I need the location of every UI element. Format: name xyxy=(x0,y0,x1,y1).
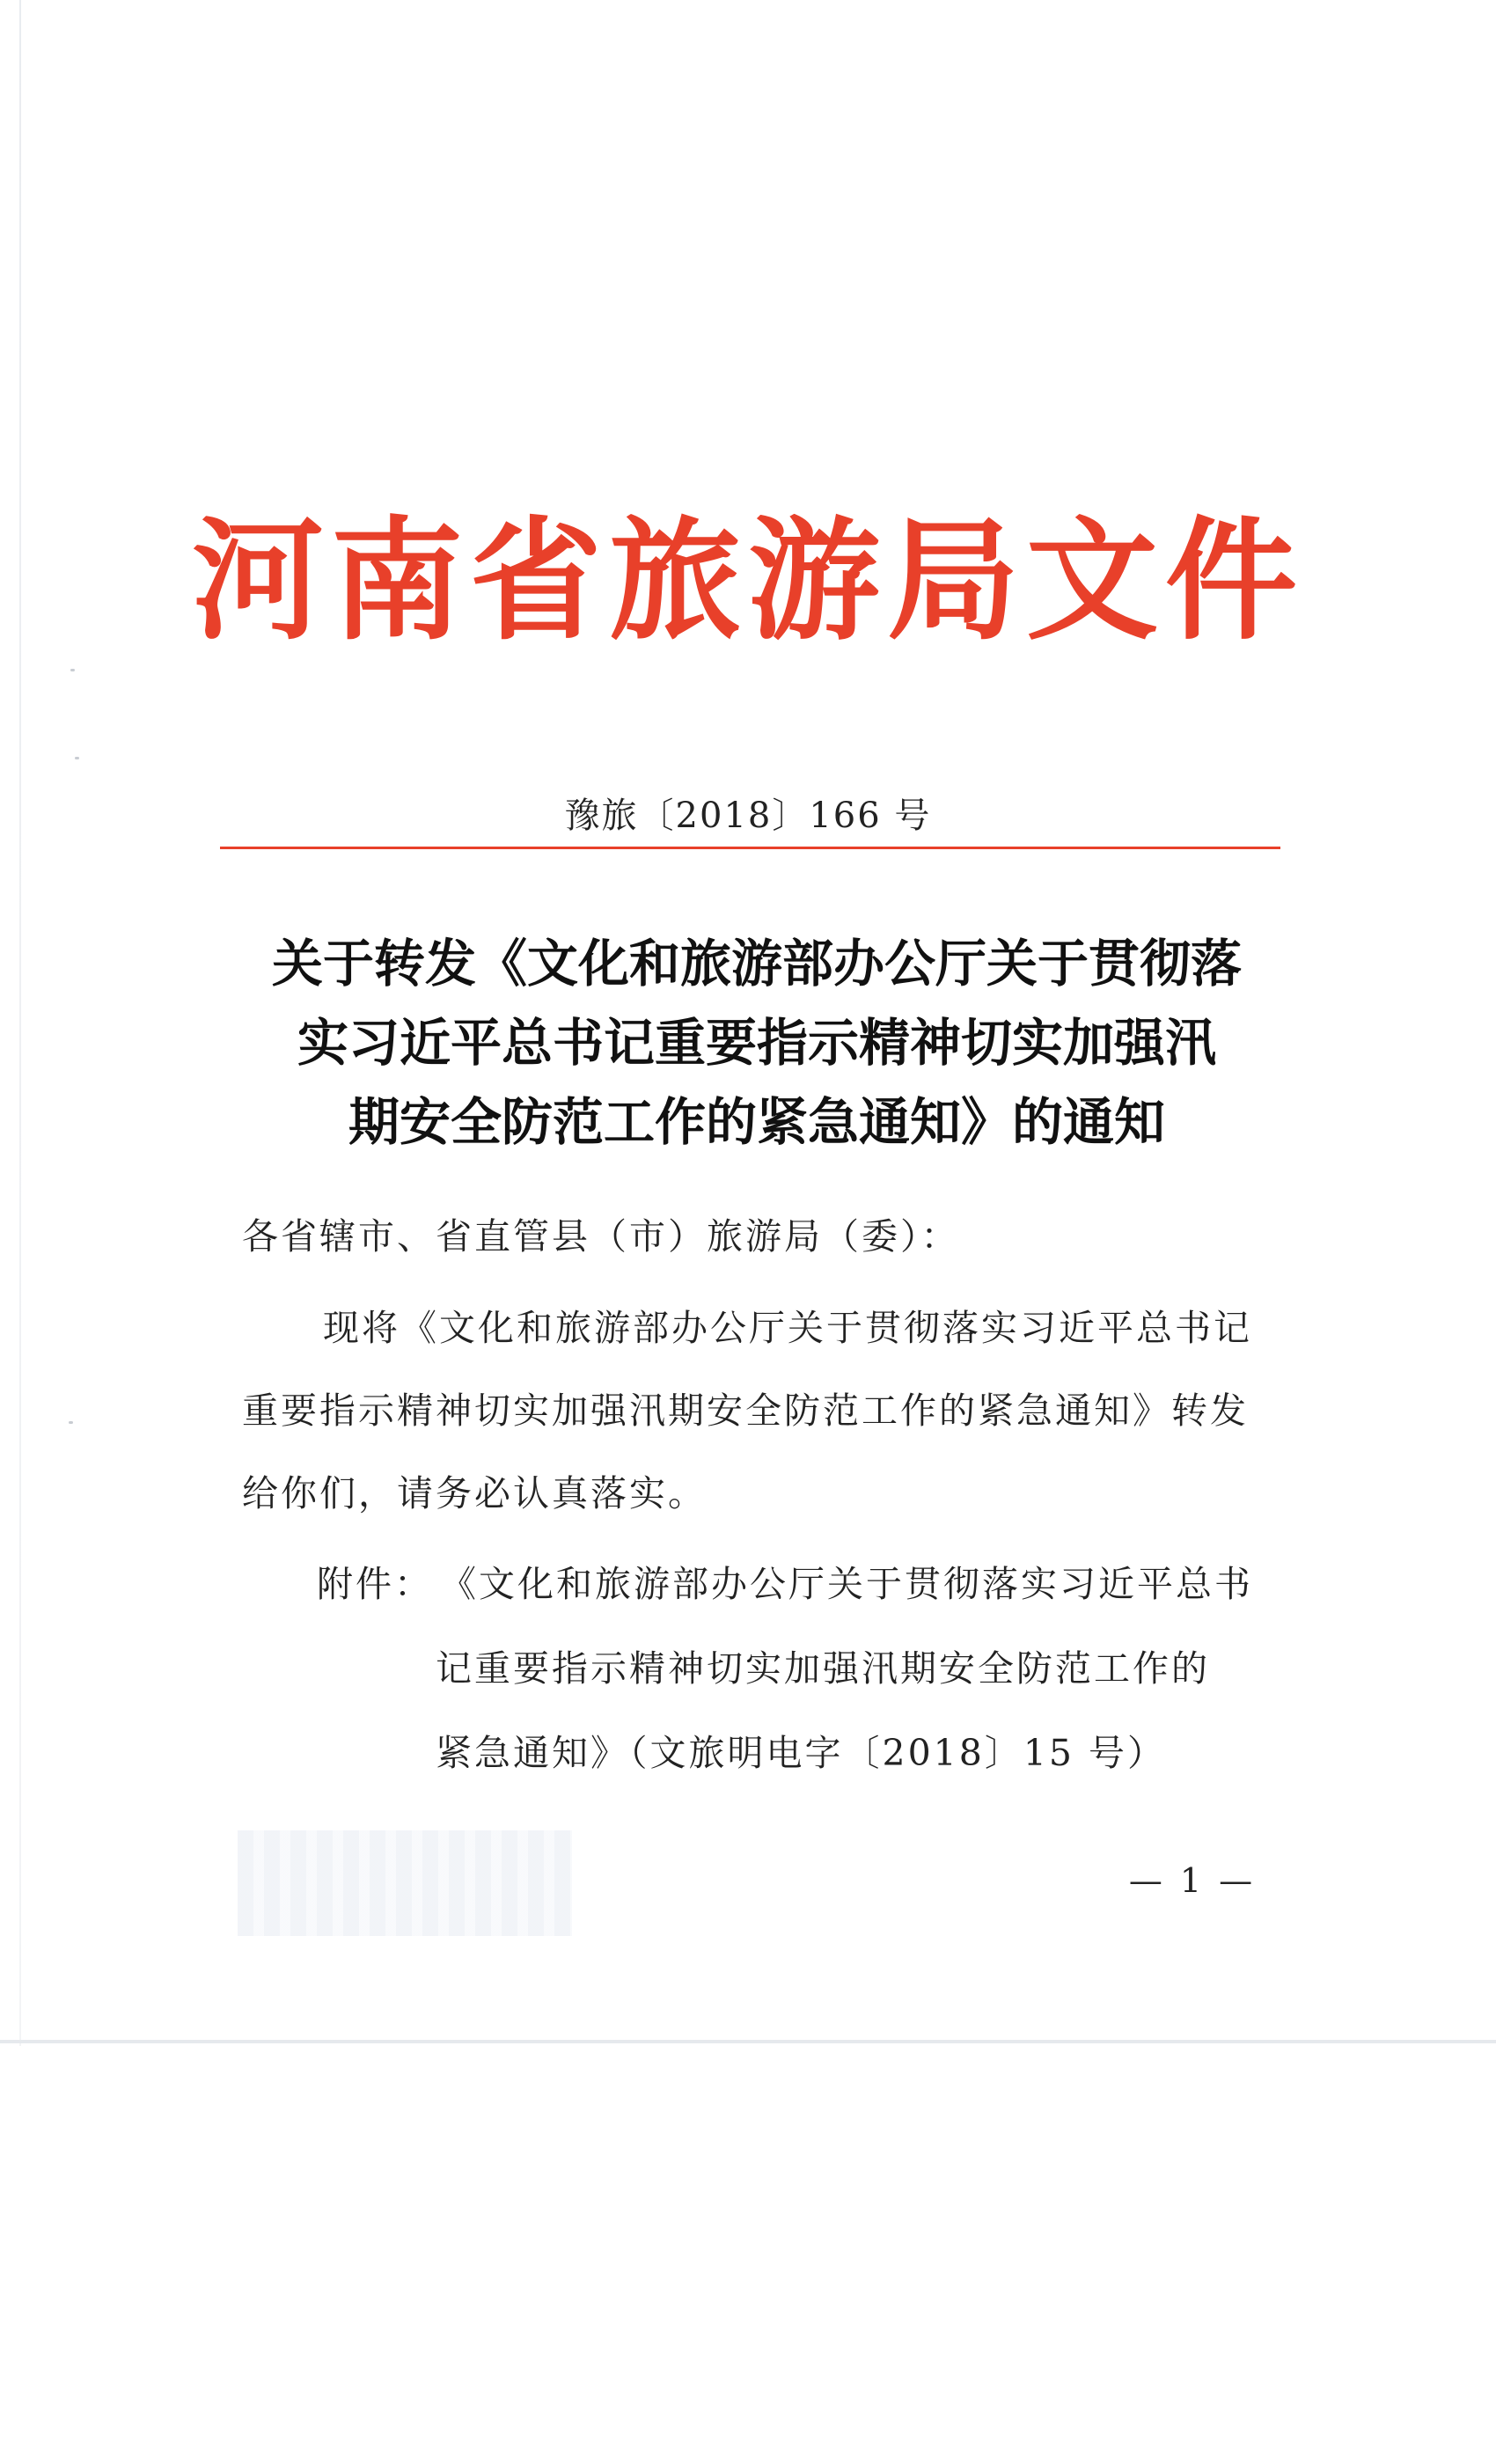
scan-speck xyxy=(70,669,75,671)
scan-edge-bottom xyxy=(0,2040,1496,2043)
masthead xyxy=(192,493,1305,669)
attachment-label: 附件： xyxy=(317,1563,433,1605)
page-number: — 1 — xyxy=(1128,1861,1257,1900)
body-line: 现将《文化和旅游部办公厅关于贯彻落实习近平总书记 xyxy=(323,1307,1252,1349)
body-line: 重要指示精神切实加强汛期安全防范工作的紧急通知》转发 xyxy=(242,1390,1249,1432)
attachment-line: 紧急通知》（文旅明电字〔2018〕15 号） xyxy=(436,1732,1167,1774)
scan-speck xyxy=(75,757,79,759)
attachment-line: 记重要指示精神切实加强汛期安全防范工作的 xyxy=(436,1647,1210,1690)
salutation: 各省辖市、省直管县（市）旅游局（委）： xyxy=(242,1215,960,1258)
masthead-title: 河南省旅游局文件 xyxy=(192,503,1305,658)
attachment-block xyxy=(317,1542,1267,1795)
body-line: 给你们，请务必认真落实。 xyxy=(242,1472,707,1514)
blurred-mark xyxy=(238,1830,572,1936)
title-line: 实习近平总书记重要指示精神切实加强汛 xyxy=(297,1013,1216,1073)
title-line: 期安全防范工作的紧急通知》的通知 xyxy=(348,1092,1165,1152)
document-title xyxy=(238,924,1276,1162)
document-number: 豫旅〔2018〕166 号 xyxy=(564,796,932,836)
body-paragraph xyxy=(242,1287,1263,1535)
attachment-line: 《文化和旅游部办公厅关于贯彻落实习近平总书 xyxy=(440,1563,1253,1605)
scan-edge xyxy=(19,0,21,2046)
scan-speck xyxy=(69,1421,73,1424)
title-line: 关于转发《文化和旅游部办公厅关于贯彻落 xyxy=(271,934,1242,994)
red-divider xyxy=(220,847,1280,849)
